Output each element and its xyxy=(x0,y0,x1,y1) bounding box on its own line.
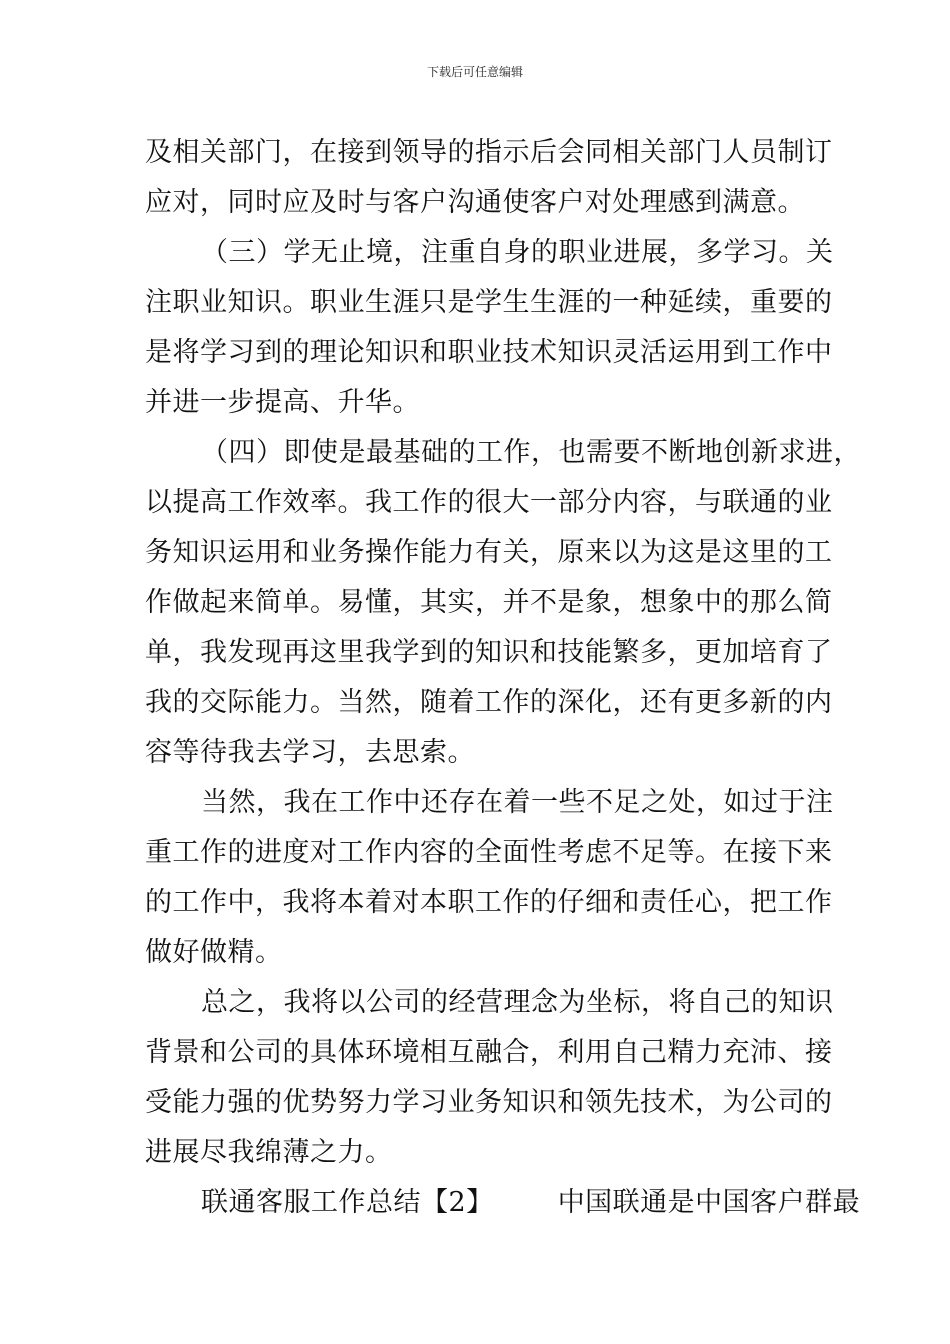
text-line: 容等待我去学习，去思索。 xyxy=(145,737,475,768)
text-line: 作做起来简单。易懂，其实，并不是象，想象中的那么简 xyxy=(145,587,833,618)
section-heading-continuation: 中国联通是中国客户群最 xyxy=(557,1187,861,1218)
text-line: 进展尽我绵薄之力。 xyxy=(145,1137,393,1168)
paragraph-start-line: （三）学无止境，注重自身的职业进展，多学习。关 xyxy=(201,237,834,268)
section-heading-line xyxy=(145,1178,861,1228)
text-line: 的工作中，我将本着对本职工作的仔细和责任心，把工作 xyxy=(145,887,833,918)
section-heading-title: 联通客服工作总结【2】 xyxy=(201,1187,494,1218)
text-line: 注职业知识。职业生涯只是学生生涯的一种延续，重要的 xyxy=(145,287,833,318)
text-line: 重工作的进度对工作内容的全面性考虑不足等。在接下来 xyxy=(145,837,833,868)
text-line: 是将学习到的理论知识和职业技术知识灵活运用到工作中 xyxy=(145,337,833,368)
text-line: 并进一步提高、升华。 xyxy=(145,387,420,418)
text-line: 做好做精。 xyxy=(145,937,283,968)
text-line: 单，我发现再这里我学到的知识和技能繁多，更加培育了 xyxy=(145,637,833,668)
text-line: 及相关部门，在接到领导的指示后会同相关部门人员制订 xyxy=(145,137,833,168)
document-body xyxy=(145,128,861,1228)
paragraph-start-line: （四）即使是最基础的工作，也需要不断地创新求进， xyxy=(201,437,861,468)
text-line: 受能力强的优势努力学习业务知识和领先技术，为公司的 xyxy=(145,1087,833,1118)
text-line: 应对，同时应及时与客户沟通使客户对处理感到满意。 xyxy=(145,187,805,218)
text-line: 我的交际能力。当然，随着工作的深化，还有更多新的内 xyxy=(145,687,833,718)
text-line: 以提高工作效率。我工作的很大一部分内容，与联通的业 xyxy=(145,487,833,518)
text-line: 务知识运用和业务操作能力有关，原来以为这是这里的工 xyxy=(145,537,833,568)
paragraph-start-line: 当然，我在工作中还存在着一些不足之处，如过于注 xyxy=(201,787,834,818)
text-line: 背景和公司的具体环境相互融合，利用自己精力充沛、接 xyxy=(145,1037,833,1068)
page-header: 下载后可任意编辑 xyxy=(426,65,523,79)
paragraph-start-line: 总之，我将以公司的经营理念为坐标，将自己的知识 xyxy=(201,987,834,1018)
